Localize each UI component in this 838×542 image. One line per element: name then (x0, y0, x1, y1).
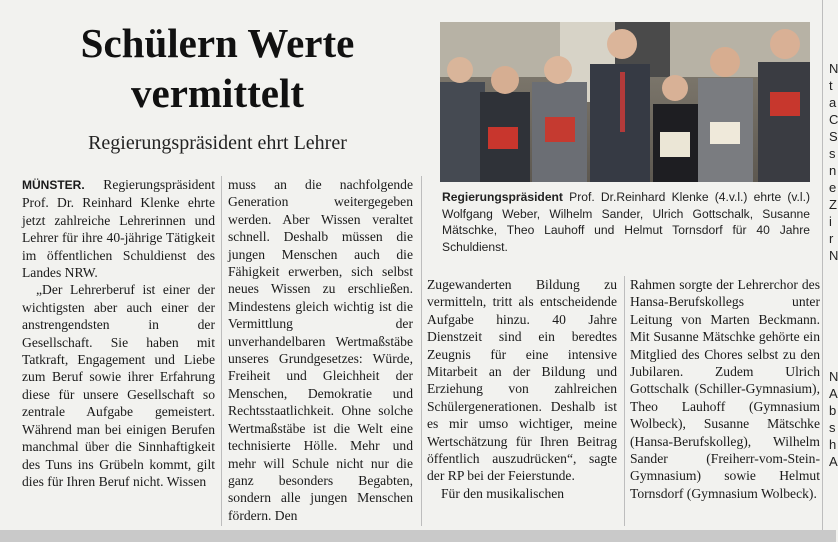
article-column-2 (228, 176, 413, 524)
edge-fragment: h (829, 437, 837, 452)
article-column-3 (427, 276, 617, 502)
paragraph-col3-b: Für den musikalischen (441, 485, 565, 501)
edge-fragment: b (829, 403, 837, 418)
subheadline: Regierungspräsident ehrt Lehrer (88, 132, 347, 154)
edge-fragment: C (829, 112, 838, 127)
edge-fragment: n (829, 163, 837, 178)
paragraph-quote: „Der Lehrerberuf ist einer der wichtigsten aber auch einer der anstrengendsten in der Gesellschaft. Sie haben mit Tatkraft, Engagement und Liebe zum Beruf sowie ihrer Erfahrung diese für unsere Gesellschaft so zentrale Aufgabe gemeistert. Während man bei einigen Berufen manchmal über die Sinnhaftigkeit des Tuns ins Grübeln kommt, gilt dies für Ihren Beruf nicht. Wissen (22, 282, 215, 489)
edge-fragment: S (829, 129, 838, 144)
column-rule (221, 176, 222, 526)
caption-lead: Regierungspräsident (442, 190, 563, 204)
edge-fragment: e (829, 180, 837, 195)
article-column-4 (630, 276, 820, 502)
column-rule (421, 176, 422, 526)
edge-fragment: N (829, 61, 838, 76)
bottom-scrollbar[interactable] (0, 530, 836, 542)
lead-paragraph: Regierungspräsident Prof. Dr. Reinhard Klenke ehrte jetzt zahlreiche Lehrerinnen und Lehrer für ihre 40-jährige Tätigkeit im öffentlichen Schuldienst des Landes NRW. (22, 177, 215, 281)
headline: Schülern Werte vermittelt (80, 20, 355, 116)
group-photo-illustration (440, 22, 810, 182)
column-rule (822, 0, 823, 530)
edge-fragment: t (829, 78, 833, 93)
edge-fragment: s (829, 420, 836, 435)
column-rule (624, 276, 625, 526)
edge-fragment: N (829, 248, 838, 263)
article-column-1 (22, 176, 215, 490)
edge-fragment: r (829, 231, 834, 246)
paragraph-col4: Rahmen sorgte der Lehrerchor des Hansa-Berufskollegs unter Leitung von Marten Beckmann. Mit Susanne Mätschke gehörte ein Mitglied des Chores selbst zu den Jubilaren. Zudem Ulrich Gottschalk (Schiller-Gymnasium), Theo Lauhoff (Gymnasium Wolbeck), Susanne Mätschke (Hansa-Berufskolleg), Wilhelm Sander (Freiherr-vom-Stein-Gymnasium) sowie Helmut Tornsdorf (Gymnasium Wolbeck). (630, 277, 820, 501)
edge-fragment: N (829, 369, 838, 384)
paragraph-col2: muss an die nachfolgende Generation weitergegeben werden. Aber Wissen veraltet schnell. Deshalb müssen die jungen Menschen auch die Fähigkeit erwerben, sich selbst neues Wissen zu erschließen. Mindestens gleich wichtig ist die Vermittlung der unverhandelbaren Wertmaßstäbe unseres Grundgesetzes: Würde, Freiheit und Gleichheit der Menschen, Demokratie und Rechtsstaatlichkeit. Ohne solche Wertmaßstäbe ist die Welt eine technisierte Hölle. Mehr und mehr will Schule nicht nur die ganz besonders Begabten, sondern alle jungen Menschen fördern. Den (228, 177, 413, 523)
paragraph-col3: Zugewanderten Bildung zu vermitteln, tritt als entscheidende Aufgabe hinzu. 40 Jahre Dienstzeit sind ein beredtes Zeugnis für eine intensive Mitarbeit an der Bildung und Erziehung von zahlreichen Schülergenerationen. Deshalb ist es mir umso wichtiger, meine Wertschätzung für Ihren Beitrag öffentlich auszudrücken“, sagte der RP bei der Feierstunde. (427, 277, 617, 484)
edge-fragment: Z (829, 197, 837, 212)
edge-fragment: i (829, 214, 832, 229)
group-photo (440, 22, 810, 182)
photo-caption (442, 189, 810, 255)
edge-fragment: a (829, 95, 837, 110)
dateline: MÜNSTER. (22, 178, 85, 192)
edge-fragment: s (829, 146, 836, 161)
caption-text: Prof. Dr.Reinhard Klenke (4.v.l.) ehrte (v.l.) Wolfgang Weber, Wilhelm Sander, Ulrich Gottschalk, Susanne Mätschke, Theo Lauhoff und Helmut Tornsdorf für 40 Jahre Schuldienst. (442, 190, 810, 254)
edge-fragment: A (829, 454, 838, 469)
edge-fragment: A (829, 386, 838, 401)
